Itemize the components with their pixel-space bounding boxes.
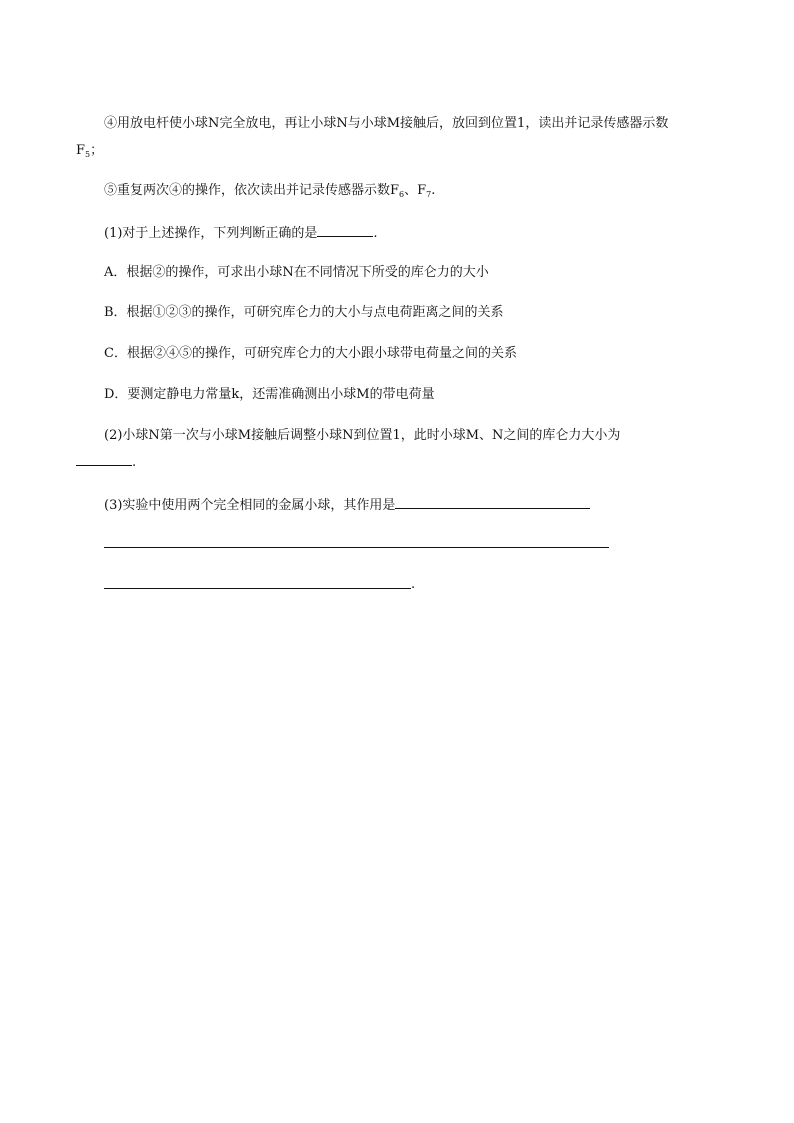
option-d [104,386,435,404]
step-5-end: . [431,183,436,198]
question-3-text: (3)实验中使用两个完全相同的金属小球，其作用是 [104,498,396,513]
question-1-end: . [373,226,378,241]
option-a [104,264,489,282]
question-2 [104,427,620,445]
answer-blank-q2[interactable] [76,452,132,466]
question-3-end: . [411,577,416,592]
step-5-separator: 、F [404,183,427,198]
option-b-text: B．根据①②③的操作，可研究库仑力的大小与点电荷距离之间的关系 [104,305,504,320]
answer-blank-q1[interactable] [317,223,373,237]
force-symbol: F [76,143,86,158]
answer-blank-q3-line-3[interactable] [104,588,411,589]
force-subscript: 5 [85,150,91,159]
step-4-continuation [76,142,103,160]
option-d-text: D．要测定静电力常量k，还需准确测出小球M的带电荷量 [104,387,435,402]
question-1-text: (1)对于上述操作，下列判断正确的是 [104,226,318,241]
step-5-text [104,182,435,200]
option-c [104,345,517,363]
answer-blank-q3-line-1[interactable] [395,495,590,509]
question-1 [104,223,378,243]
option-a-text: A．根据②的操作，可求出小球N在不同情况下所受的库仑力的大小 [104,265,489,280]
step-4-text [104,115,668,133]
answer-blank-q3-line-2[interactable] [104,547,609,548]
option-c-text: C．根据②④⑤的操作，可研究库仑力的大小跟小球带电荷量之间的关系 [104,346,517,361]
force-subscript-7: 7 [426,190,432,199]
question-3-end-mark [411,576,415,594]
step-4-line-1: ④用放电杆使小球N完全放电，再让小球N与小球M接触后，放回到位置1，读出并记录传感器示数 [104,116,669,131]
step-5-main: ⑤重复两次④的操作，依次读出并记录传感器示数F [104,183,400,198]
question-2-answer-line [76,452,136,472]
question-2-text: (2)小球N第一次与小球M接触后调整小球N到位置1，此时小球M、N之间的库仑力大小为 [104,428,621,443]
option-b [104,304,504,322]
force-subscript-6: 6 [399,190,405,199]
question-2-end: . [132,455,137,470]
question-3 [104,495,590,515]
step-4-punctuation: ； [90,143,104,158]
